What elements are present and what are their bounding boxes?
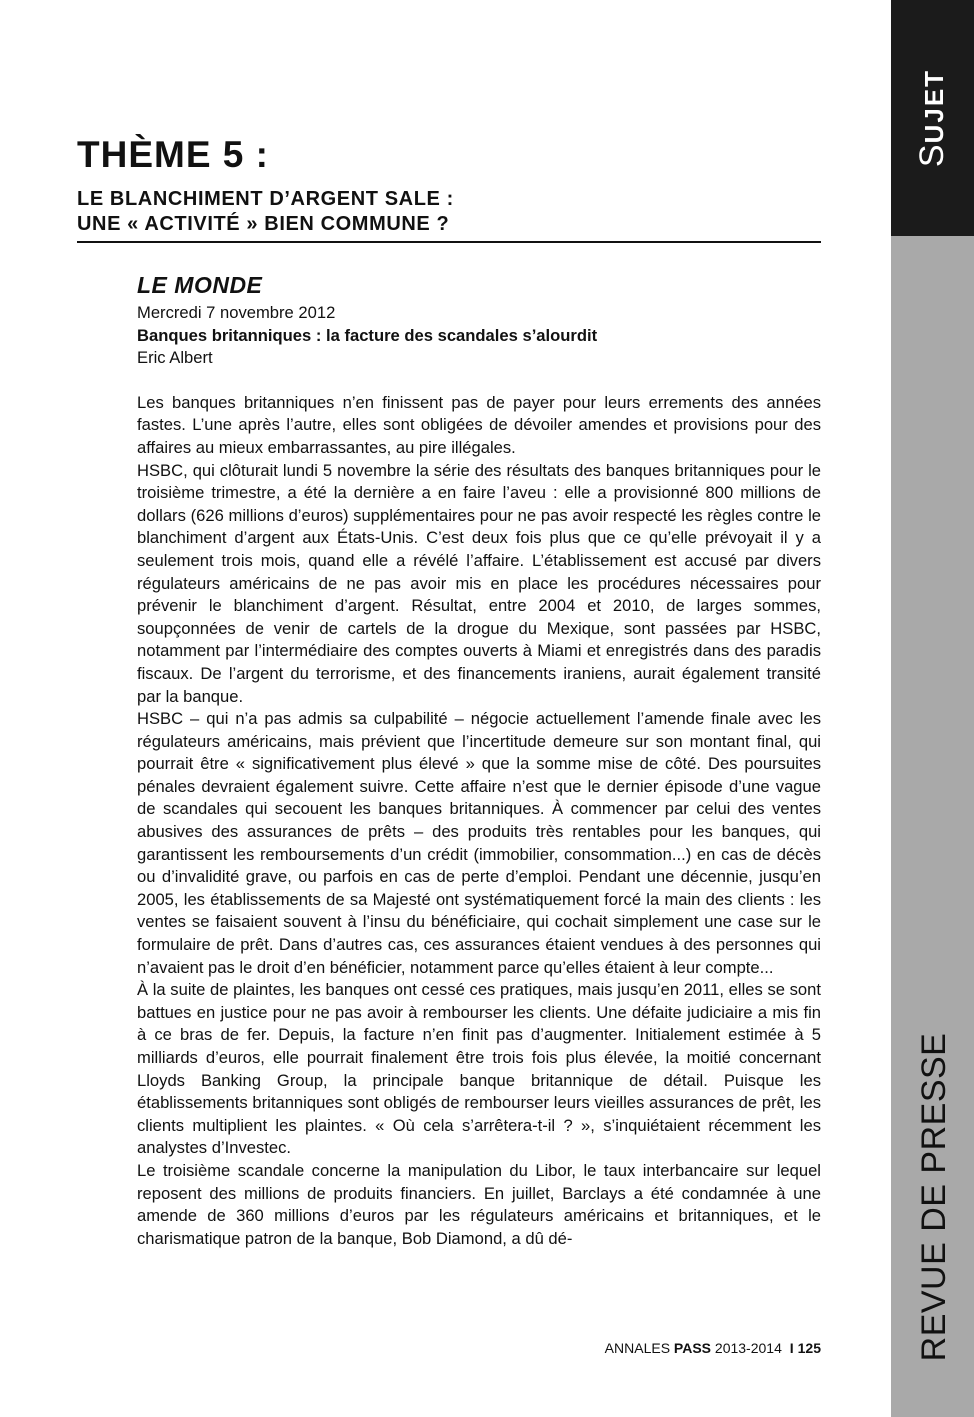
subtitle-line-2: UNE « ACTIVITÉ » BIEN COMMUNE ? [77, 213, 450, 235]
article-paragraph: HSBC – qui n’a pas admis sa culpabilité – négocie actuellement l’amende finale avec les régulateurs américains, mais prévient que l’incertitude demeure sur son montant final, qui pourrait être « significativement plus élevé » que la somme mise de côté. Des poursuites pénales devraient également suivre. Cette affaire n’est que le dernier épisode d’une vague de scandales qui secouent les banques britanniques. À commencer par celui des ventes abusives des assurances de prêts – des produits très rentables pour les banques, qui garantissent les remboursements d’un crédit (immobilier, consommation...) en cas de décès ou d’invalidité grave, ou parfois en cas de perte d’emploi. Pendant une décennie, jusqu’en 2005, les établissements de sa Majesté ont systématiquement forcé la main des clients : les ventes se faisaient souvent à l’insu du bénéficiaire, qui cochait simplement une case sur le formulaire de prêt. Dans d’autres cas, ces assurances étaient vendues à des personnes qui n’avaient pas le droit d’en bénéficier, notamment parce qu’elles étaient à leur compte... [137, 709, 821, 977]
footer-years: 2013-2014 [714, 1340, 782, 1356]
sidebar-revue-label: REVUE DE PRESSE [915, 1032, 953, 1362]
article-spacer [137, 370, 821, 392]
sidebar-sujet-initial: S [913, 143, 951, 168]
page-footer [605, 1340, 821, 1356]
article-headline: Banques britanniques : la facture des scandales s’alourdit [137, 325, 598, 345]
article-paragraph: HSBC, qui clôturait lundi 5 novembre la série des résultats des banques britanniques pour le troisième trimestre, a été la dernière a en faire l’aveu : elle a provisionné 800 millions de dollars (626 millions d’euros) supplémentaires pour ne pas avoir respecté les règles contre le blanchiment d’argent aux États-Unis. C’est deux fois plus que ce qu’elle prévoyait il y a seulement trois mois, quand elle a révélé l’affaire. L’établissement est accusé par divers régulateurs américains de ne pas avoir mis en place les procédures nécessaires pour prévenir le blanchiment d’argent. Résultat, entre 2004 et 2010, de larges sommes, soupçonnées de venir de cartels de la drogue du Mexique, sont passées par HSBC, notamment par l’intermédiaire des comptes ouverts à Miami et enregistrés dans des paradis fiscaux. De l’argent du terrorisme, et des financements iraniens, aurait également transité par la banque. [137, 460, 821, 706]
footer-prefix: ANNALES [604, 1340, 671, 1356]
footer-separator: I [789, 1340, 794, 1356]
article [137, 268, 821, 1250]
sidebar-sujet-label [915, 69, 949, 167]
article-paragraph: À la suite de plaintes, les banques ont cessé ces pratiques, mais jusqu’en 2011, elles se sont battues en justice pour ne pas avoir à rembourser les clients. Une défaite judiciaire a mis fin à ce bras de fer. Depuis, la facture n’en finit pas d’augmenter. Initialement estimée à 5 milliards d’euros, elle pourrait finalement être trois fois plus élevée, la moitié concernant Lloyds Banking Group, la principale banque britannique de détail. Puisque les établissements britanniques sont obligés de rembourser leurs vieilles assurances de prêt, les clients multiplient les plaintes. « Où cela s’arrêtera-t-il ? », s’inquiétaient récemment les analystes d’Investec. [137, 980, 821, 1158]
article-author: Eric Albert [137, 348, 213, 368]
sidebar-sujet-rest: UJET [919, 68, 949, 144]
theme-title: THÈME 5 : [77, 134, 269, 175]
article-paragraph: Les banques britanniques n’en finissent pas de payer pour leurs errements des années fastes. L’une après l’autre, elles sont obligées de dévoiler amendes et provisions pour des affaires au mieux embarrassantes, au pire illégales. [137, 392, 821, 457]
theme-subtitle [77, 187, 822, 237]
subtitle-line-1: LE BLANCHIMENT D’ARGENT SALE : [77, 188, 454, 210]
footer-brand: PASS [673, 1340, 712, 1356]
article-source: LE MONDE [137, 272, 263, 298]
article-paragraph: Le troisième scandale concerne la manipulation du Libor, le taux interbancaire sur lequel reposent des millions de produits financiers. En juillet, Barclays a été condamnée à une amende de 360 millions d’euros par les régulateurs américains et britanniques, et le charismatique patron de la banque, Bob Diamond, a dû dé- [137, 1160, 821, 1248]
article-date: Mercredi 7 novembre 2012 [137, 303, 336, 322]
heading-rule [77, 241, 821, 243]
page-number: 125 [797, 1340, 821, 1356]
